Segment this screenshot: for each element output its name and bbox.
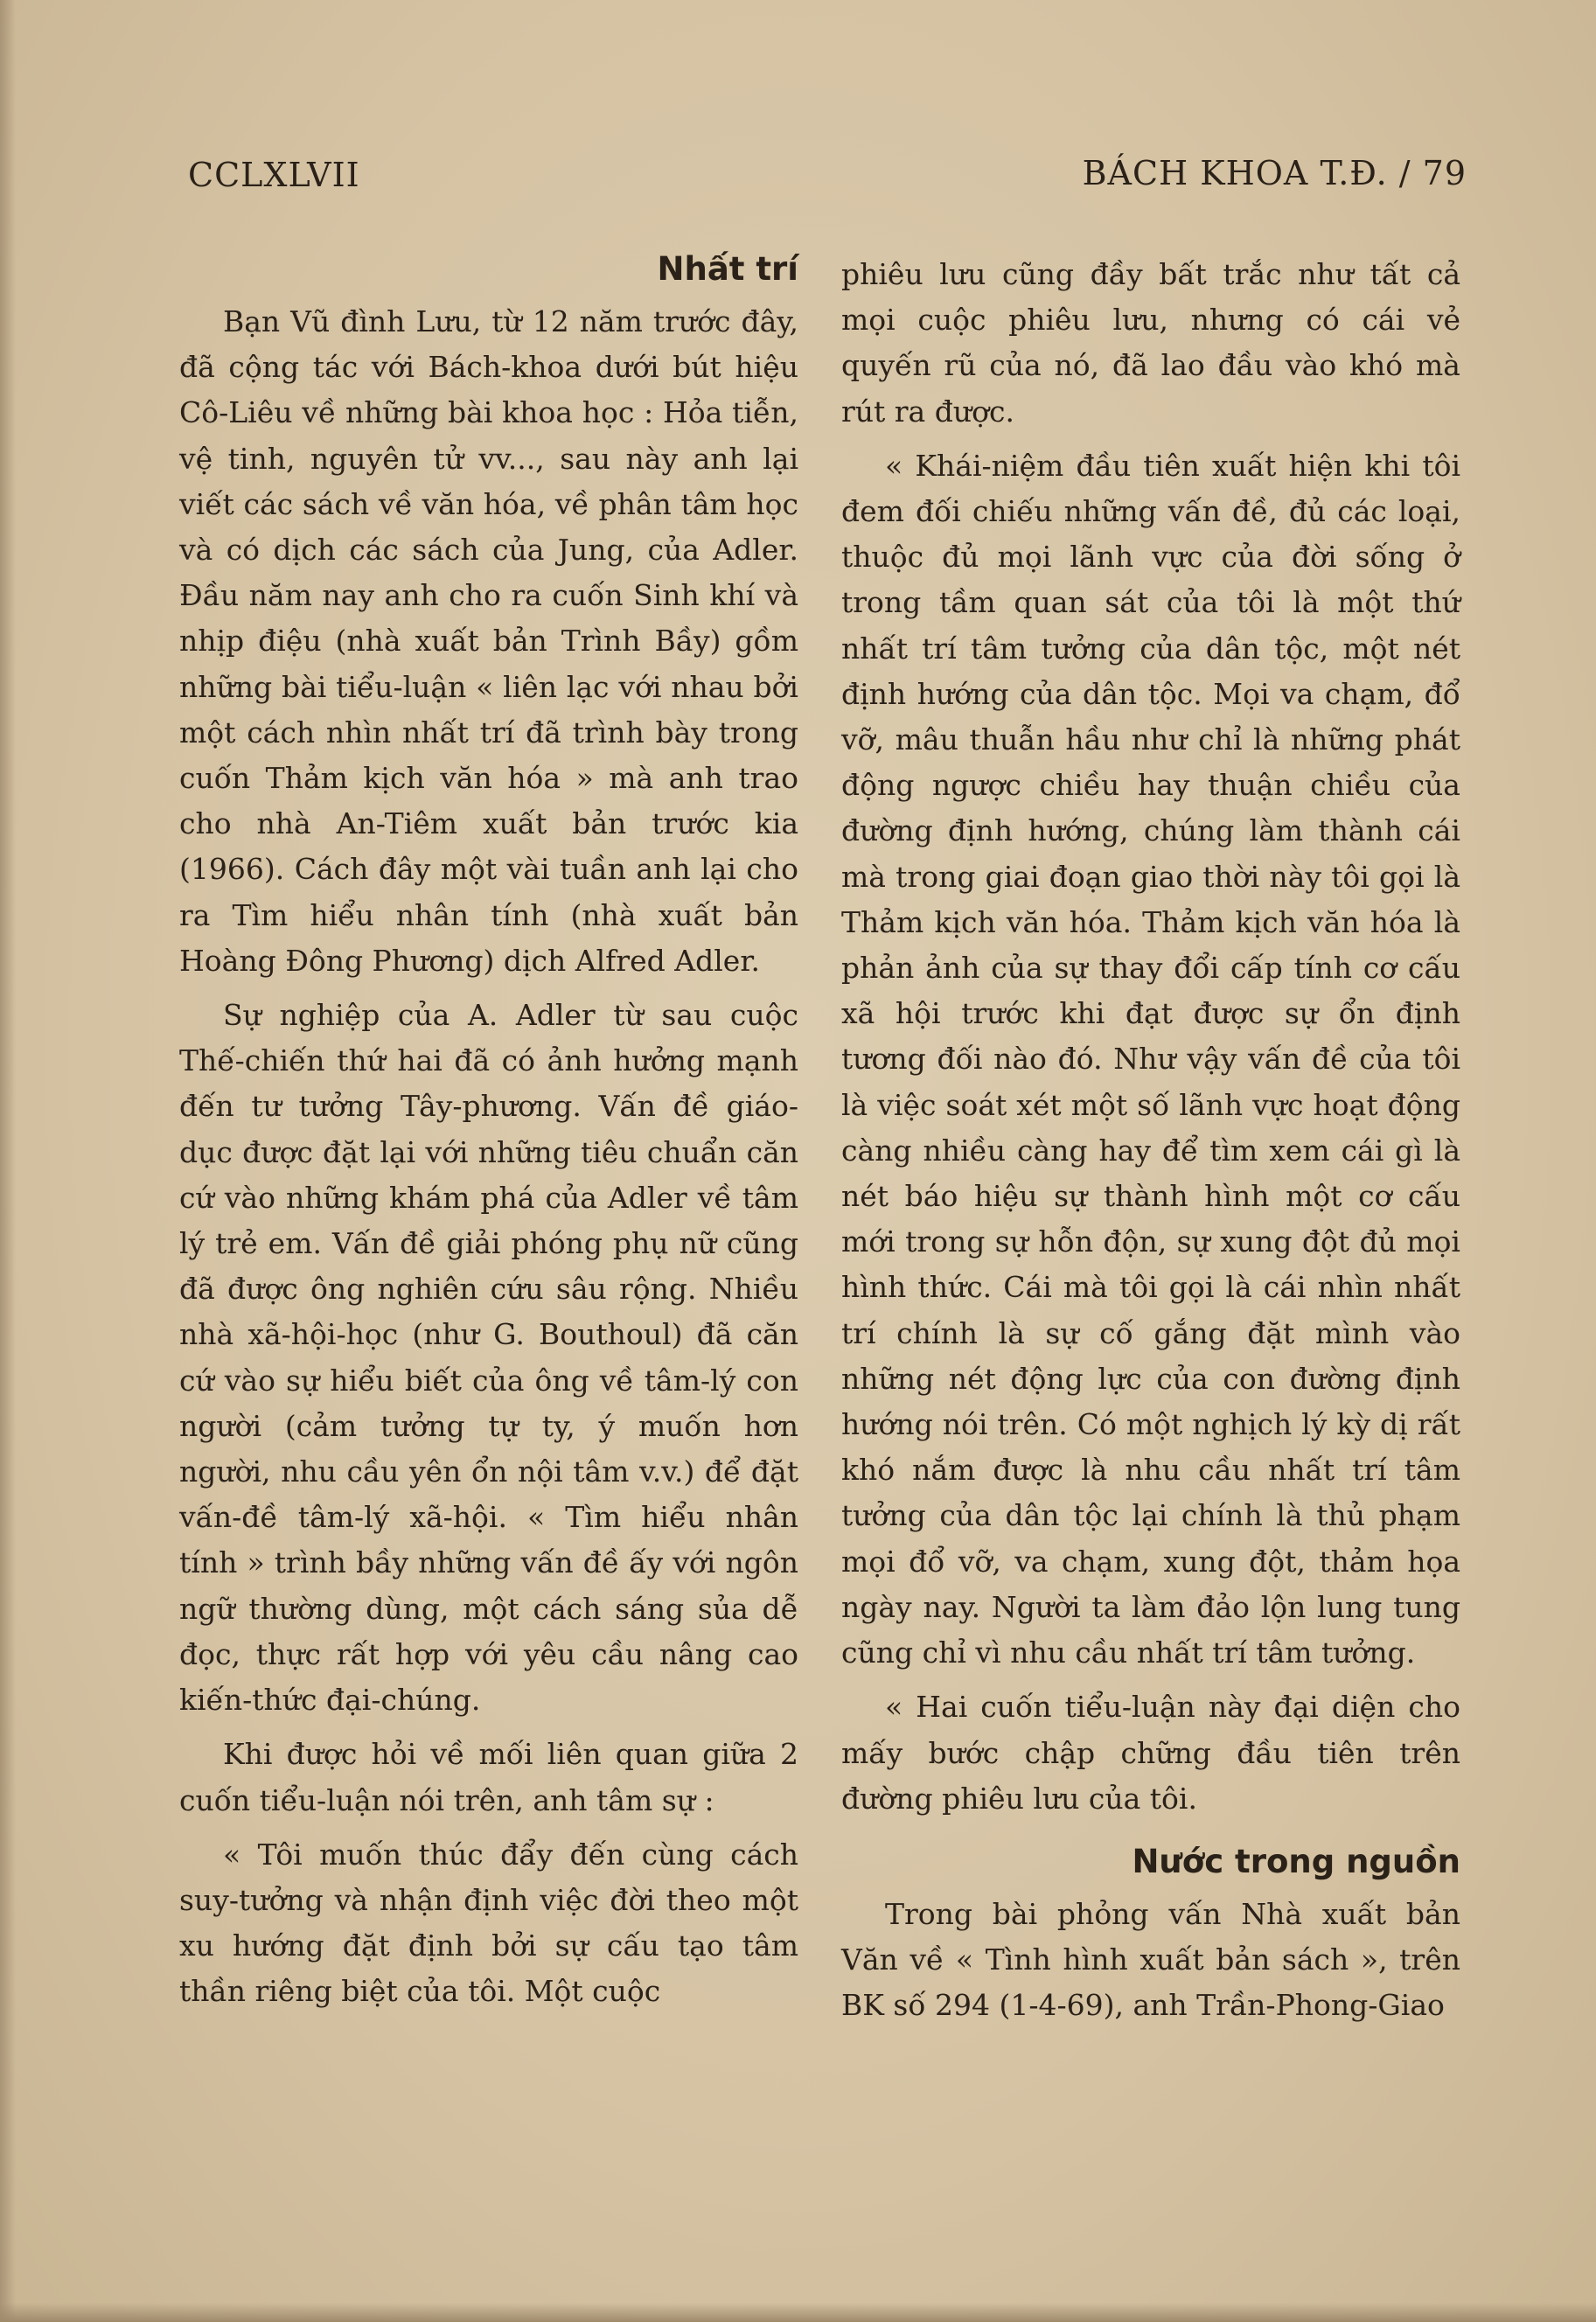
paragraph: Bạn Vũ đình Lưu, từ 12 năm trước đây, đã cộng tác với Bách-khoa dưới bút hiệu Cô-Liêu về những bài khoa học : Hỏa tiễn, vệ tinh, nguyên tử vv..., sau này anh lại viết các sách về văn hóa, về phân tâm học và có dịch các sách của Jung, của Adler. Đầu năm nay anh cho ra cuốn Sinh khí và nhịp điệu (nhà xuất bản Trình Bầy) gồm những bài tiểu-luận « liên lạc với nhau bởi một cách nhìn nhất trí đã trình bày trong cuốn Thảm kịch văn hóa » mà anh trao cho nhà An-Tiêm xuất bản trước kia (1966). Cách đây một vài tuần anh lại cho ra Tìm hiểu nhân tính (nhà xuất bản Hoàng Đông Phương) dịch Alfred Adler.	[179, 304, 798, 978]
paragraph: « Hai cuốn tiểu-luận này đại diện cho mấy bước chập chững đầu tiên trên đường phiêu lưu của tôi.	[841, 1690, 1460, 1816]
section-spacer	[841, 1830, 1460, 1839]
paragraph: phiêu lưu cũng đầy bất trắc như tất cả mọi cuộc phiêu lưu, nhưng có cái vẻ quyến rũ của nó, đã lao đầu vào khó mà rút ra được.	[841, 257, 1460, 429]
left-column	[179, 247, 798, 2024]
section-title-nuoc-trong-nguon: Nước trong nguồn	[1132, 1842, 1460, 1880]
page-edge-shadow	[0, 0, 16, 2322]
paragraph: « Tôi muốn thúc đẩy đến cùng cách suy-tưởng và nhận định việc đời theo một xu hướng đặt định bởi sự cấu tạo tâm thần riêng biệt của tôi. Một cuộc	[179, 1837, 798, 2009]
paragraph: Trong bài phỏng vấn Nhà xuất bản Văn về « Tình hình xuất bản sách », trên BK số 294 (1-4-69), anh Trần-Phong-Giao	[841, 1896, 1460, 2023]
page-bottom-shadow	[0, 2303, 1596, 2322]
right-column	[841, 252, 1460, 2038]
paragraph: « Khái-niệm đầu tiên xuất hiện khi tôi đem đối chiếu những vấn đề, đủ các loại, thuộc đủ mọi lãnh vực của đời sống ở trong tầm quan sát của tôi là một thứ nhất trí tâm tưởng của dân tộc, một nét định hướng của dân tộc. Mọi va chạm, đổ vỡ, mâu thuẫn hầu như chỉ là những phát động ngược chiều hay thuận chiều của đường định hướng, chúng làm thành cái mà trong giai đoạn giao thời này tôi gọi là Thảm kịch văn hóa. Thảm kịch văn hóa là phản ảnh của sự thay đổi cấp tính cơ cấu xã hội trước khi đạt được sự ổn định tương đối nào đó. Như vậy vấn đề của tôi là việc soát xét một số lãnh vực hoạt động càng nhiều càng hay để tìm xem cái gì là nét báo hiệu sự thành hình một cơ cấu mới trong sự hỗn độn, sự xung đột đủ mọi hình thức. Cái mà tôi gọi là cái nhìn nhất trí chính là sự cố gắng đặt mình vào những nét động lực của con đường định hướng nói trên. Có một nghịch lý kỳ dị rất khó nắm được là nhu cầu nhất trí tâm tưởng của dân tộc lại chính là thủ phạm mọi đổ vỡ, va chạm, xung đột, thảm họa ngày nay. Người ta làm đảo lộn lung tung cũng chỉ vì nhu cầu nhất trí tâm tưởng.	[841, 448, 1460, 1670]
running-header: BÁCH KHOA T.Đ. / 79	[1082, 154, 1467, 192]
page-number-roman: CCLXLVII	[188, 156, 360, 194]
paragraph: Khi được hỏi về mối liên quan giữa 2 cuốn tiểu-luận nói trên, anh tâm sự :	[179, 1737, 798, 1817]
paragraph: Sự nghiệp của A. Adler từ sau cuộc Thế-chiến thứ hai đã có ảnh hưởng mạnh đến tư tưởng Tây-phương. Vấn đề giáo-dục được đặt lại với những tiêu chuẩn căn cứ vào những khám phá của Adler về tâm lý trẻ em. Vấn đề giải phóng phụ nữ cũng đã được ông nghiên cứu sâu rộng. Nhiều nhà xã-hội-học (như G. Bouthoul) đã căn cứ vào sự hiểu biết của ông về tâm-lý con người (cảm tưởng tự ty, ý muốn hơn người, nhu cầu yên ổn nội tâm v.v.) để đặt vấn-đề tâm-lý xã-hội. « Tìm hiểu nhân tính » trình bầy những vấn đề ấy với ngôn ngữ thường dùng, một cách sáng sủa dễ đọc, thực rất hợp với yêu cầu nâng cao kiến-thức đại-chúng.	[179, 998, 798, 1718]
section-title-nhat-tri: Nhất trí	[657, 250, 798, 288]
